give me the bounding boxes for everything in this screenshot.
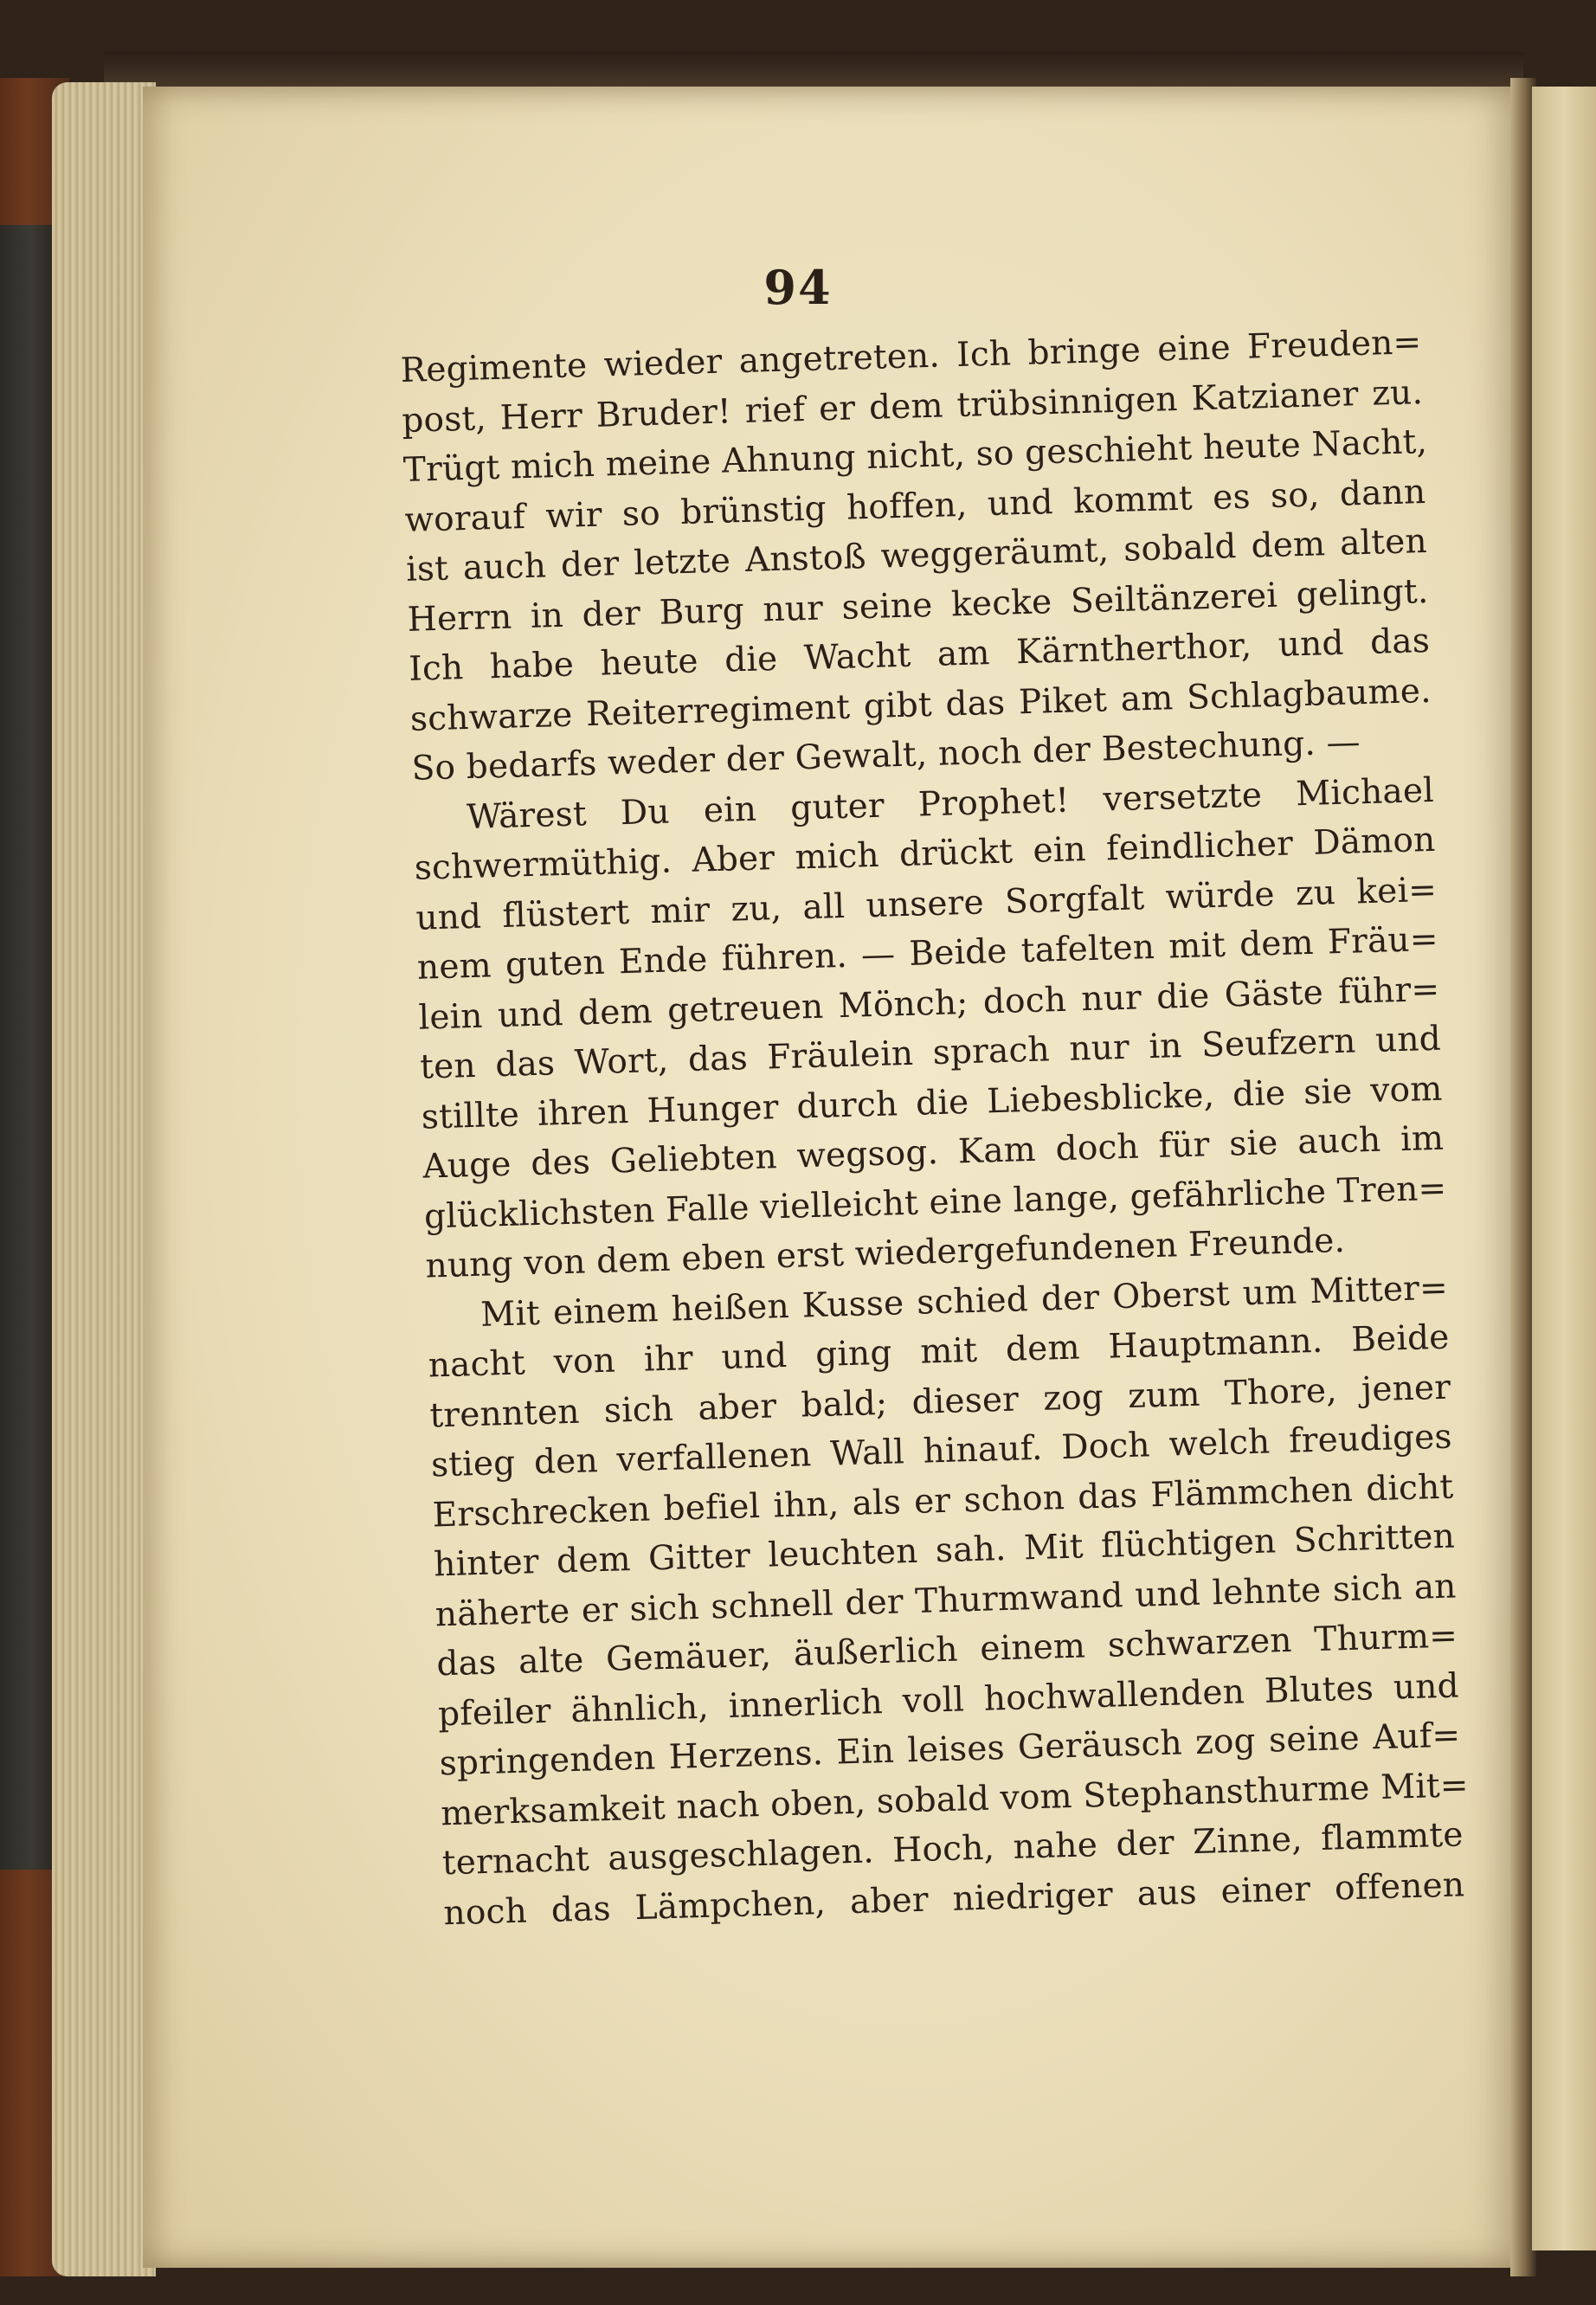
- text-line: Erschrecken befiel ihn, als er schon das Flämmchen dicht: [432, 1467, 1454, 1535]
- page-text: [400, 318, 1470, 1938]
- text-line: So bedarfs weder der Gewalt, noch der Bestechung. —: [411, 723, 1361, 789]
- text-line: stillte ihren Hunger durch die Liebesblicke, die sie vom: [421, 1069, 1444, 1137]
- text-line: Mit einem heißen Kusse schied der Oberst um Mitter=: [479, 1268, 1449, 1335]
- text-line: nacht von ihr und ging mit dem Hauptmann. Beide: [428, 1317, 1451, 1386]
- facing-page-edge: [1532, 87, 1596, 2250]
- text-line: schwermüthig. Aber mich drückt ein feindlicher Dämon: [414, 820, 1437, 888]
- text-line: lein und dem getreuen Mönch; doch nur die Gäste führ=: [418, 969, 1440, 1038]
- text-line: post, Herr Bruder! rief er dem trübsinnigen Katzianer zu.: [401, 372, 1424, 441]
- text-line: Wärest Du ein guter Prophet! versetzte Michael: [466, 770, 1435, 837]
- text-line: noch das Lämpchen, aber niedriger aus einer offenen: [442, 1864, 1465, 1933]
- text-line: trennten sich aber bald; dieser zog zum Thore, jener: [428, 1368, 1451, 1436]
- text-line: nem guten Ende führen. — Beide tafelten mit dem Fräu=: [416, 919, 1439, 988]
- text-line: und flüstert mir zu, all unsere Sorgfalt würde zu kei=: [415, 870, 1438, 938]
- text-line: springenden Herzens. Ein leises Geräusch zog seine Auf=: [439, 1716, 1461, 1784]
- text-line: schwarze Reiterregiment gibt das Piket am Schlagbaume.: [409, 671, 1432, 739]
- page-edges: [52, 82, 156, 2276]
- page-number: 94: [763, 260, 833, 315]
- text-line: stieg den verfallenen Wall hinauf. Doch welch freudiges: [430, 1417, 1453, 1485]
- text-line: Trügt mich meine Ahnung nicht, so geschieht heute Nacht,: [402, 422, 1428, 490]
- text-line: Herrn in der Burg nur seine kecke Seiltänzerei gelingt.: [407, 571, 1429, 640]
- text-line: pfeiler ähnlich, innerlich voll hochwallenden Blutes und: [437, 1665, 1460, 1734]
- text-line: ist auch der letzte Anstoß weggeräumt, sobald dem alten: [405, 521, 1428, 589]
- text-line: das alte Gemäuer, äußerlich einem schwarzen Thurm=: [435, 1616, 1458, 1684]
- text-line: näherte er sich schnell der Thurmwand und lehnte sich an: [434, 1566, 1458, 1634]
- text-line: worauf wir so brünstig hoffen, und kommt es so, dann: [403, 472, 1426, 540]
- text-line: ternacht ausgeschlagen. Hoch, nahe der Zinne, flammte: [441, 1815, 1464, 1883]
- text-line: merksamkeit nach oben, sobald vom Stephansthurme Mit=: [440, 1765, 1470, 1833]
- text-line: glücklichsten Falle vielleicht eine lange, gefährliche Tren=: [423, 1169, 1447, 1237]
- text-line: nung von dem eben erst wiedergefundenen Freunde.: [425, 1220, 1346, 1286]
- book-top-edge: [104, 52, 1523, 91]
- text-line: Auge des Geliebten wegsog. Kam doch für sie auch im: [422, 1118, 1445, 1187]
- book-cover-spine-band: [0, 225, 52, 1870]
- text-line: Regimente wieder angetreten. Ich bringe eine Freuden=: [400, 323, 1422, 390]
- text-line: Ich habe heute die Wacht am Kärntherthor, und das: [408, 621, 1431, 689]
- text-line: hinter dem Gitter leuchten sah. Mit flüchtigen Schritten: [433, 1516, 1456, 1585]
- text-line: ten das Wort, das Fräulein sprach nur in Seufzern und: [419, 1019, 1442, 1087]
